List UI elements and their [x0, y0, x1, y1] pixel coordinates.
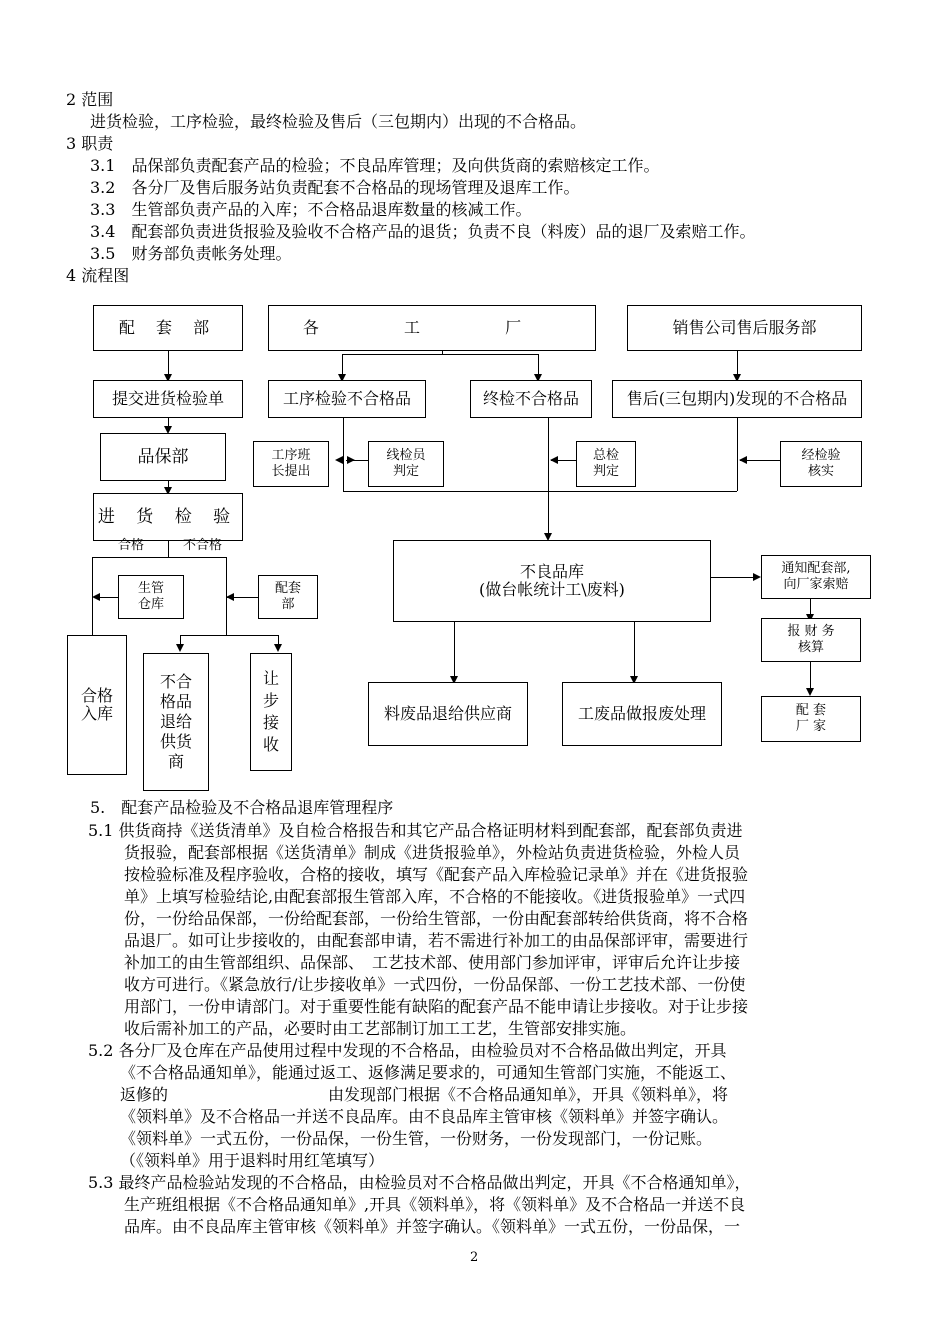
paragraph-5-2: 5.2 各分厂及仓库在产品使用过程中发现的不合格品，由检验员对不合格品做出判定，开具 《不合格品通知单》，能通过返工、返修满足要求的，可通知生管部门实施，不能返工、 返修的 由发现部门根据《不合格品通知单》，开具《领料单》，将 《领料单》及不合格品一并送不良品库。由不良品库主管审核《领料单》并签字确认。 《领料单》一式五份，一份品保，一份生管，一份财务，一份发现部门，一份记账。 （《领料单》用于退料时用红笔填写）: [88, 1041, 737, 1170]
box-gongfei: 工废品做报废处理: [562, 682, 722, 746]
box-shouhou-ng: 售后(三包期内)发现的不合格品: [612, 380, 862, 418]
box-liaofei: 料废品退给供应商: [368, 682, 528, 746]
connector: [180, 635, 278, 636]
arrow-left: [226, 593, 234, 601]
box-peitao2: 配套 部: [258, 575, 318, 619]
section-2-title: 2 范围: [66, 90, 114, 109]
box-shengguan: 生管 仓库: [118, 575, 184, 619]
connector: [810, 662, 811, 690]
box-xianjian: 线检员 判定: [368, 441, 444, 487]
box-tijiao: 提交进货检验单: [93, 380, 243, 418]
connector: [98, 597, 118, 598]
connector: [711, 577, 755, 578]
duty-3-2: 3.2 各分厂及售后服务站负责配套不合格品的现场管理及退库工作。: [90, 178, 580, 197]
box-peitao-changjia: 配 套 厂 家: [761, 696, 861, 742]
box-rangbu: 让 步 接 收: [250, 653, 292, 771]
box-gongxu-ng: 工序检验不合格品: [268, 380, 426, 418]
connector: [92, 557, 226, 558]
box-peitao: 配 套 部: [93, 305, 243, 351]
box-jinhuo: 进 货 检 验: [93, 493, 243, 541]
label-buhege: 不合格: [183, 538, 223, 553]
box-tongzhi: 通知配套部, 向厂家索赔: [761, 555, 871, 599]
paragraph-5-3: 5.3 最终产品检验站发现的不合格品，由检验员对不合格品做出判定，开具《不合格通知单》， 生产班组根据《不合格品通知单》,开具《领料单》，将《领料单》及不合格品一并送不良 品库。由不良品库主管审核《领料单》并签字确认。《领料单》一式五份，一份品保，一: [88, 1173, 751, 1236]
box-jingjianyan: 经检验 核实: [780, 441, 862, 487]
duty-3-3: 3.3 生管部负责产品的入库；不合格品退库数量的核减工作。: [90, 200, 532, 219]
section-5-title: 5. 配套产品检验及不合格品退库管理程序: [90, 798, 394, 817]
box-buliang: 不良品库 (做台帐统计工\废料): [393, 540, 711, 622]
page-number: 2: [470, 1250, 479, 1265]
duty-3-4: 3.4 配套部负责进货报验及验收不合格产品的退货；负责不良（料废）品的退厂及索赔工作。: [90, 222, 756, 241]
connector: [548, 417, 549, 491]
label-hege: 合格: [118, 538, 145, 553]
connector: [634, 622, 635, 682]
arrow-right: [347, 456, 355, 464]
connector: [737, 417, 738, 491]
paragraph-5-1: 5.1 供货商持《送货清单》及自检合格报告和其它产品合格证明材料到配套部，配套部负责进 货报验，配套部根据《送货清单》制成《进货报验单》，外检站负责进货检验，外检人员 按检验标准及程序验收，合格的接收，填写《配套产品入库检验记录单》并在《进货报验 单》上填写检验结论,由配套部报生管部入库，不合格的不能接收。《进货报验单》一式四 份，一份给品保部，一份给配套部，一份给生管部，一份由配套部转给供货商，将不合格 品退厂。如可让步接收的，由配套部申请，若不需进行补加工的由品保部评审，需要进行 补加工的由生管部组织、品保部、 工艺技术部、使用部门参加评审，评审后允许让步接 收方可进行。《紧急放行/让步接收单》一式四份，一份品保部、一份工艺技术部、一份使 用部门，一份申请部门。对于重要性能有缺陷的配套产品不能申请让步接收。对于让步接 收后需补加工的产品，必要时由工艺部制订加工工艺，生管部安排实施。: [88, 821, 749, 1038]
connector: [342, 354, 538, 355]
connector: [548, 491, 549, 539]
connector: [454, 622, 455, 682]
box-hege-ruku: 合格 入库: [67, 635, 127, 775]
section-2-text: 进货检验，工序检验，最终检验及售后（三包期内）出现的不合格品。: [90, 112, 587, 131]
section-3-title: 3 职责: [66, 134, 114, 153]
box-gegongchang: 各 工 厂: [268, 305, 596, 351]
box-pinbao: 品保部: [100, 433, 226, 481]
box-shouhou: 销售公司售后服务部: [627, 305, 862, 351]
box-zongjian: 总检 判定: [576, 441, 636, 487]
box-zhongjian-ng: 终检不合格品: [470, 380, 592, 418]
section-4-title: 4 流程图: [66, 266, 130, 285]
arrow-left: [739, 456, 747, 464]
arrow-down: [806, 688, 814, 696]
box-tuigei: 不合 格品 退给 供货 商: [143, 653, 209, 791]
arrow-left: [550, 456, 558, 464]
arrow-down: [274, 644, 282, 652]
arrow-left: [335, 456, 343, 464]
duty-3-5: 3.5 财务部负责帐务处理。: [90, 244, 292, 263]
arrow-down: [176, 644, 184, 652]
box-gongxu-ban: 工序班 长提出: [253, 441, 329, 487]
arrow-right: [753, 573, 761, 581]
connector: [343, 491, 737, 492]
connector: [343, 417, 344, 491]
box-caiwu: 报 财 务 核算: [761, 618, 861, 662]
duty-3-1: 3.1 品保部负责配套产品的检验；不良品库管理；及向供货商的索赔核定工作。: [90, 156, 660, 175]
connector: [168, 541, 169, 557]
